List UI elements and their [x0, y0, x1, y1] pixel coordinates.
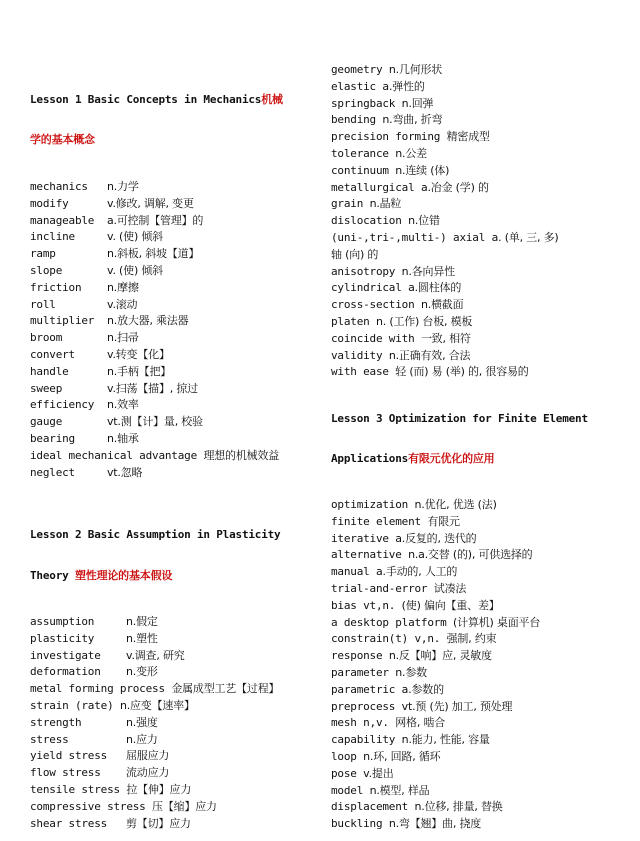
- term-word: iterative: [331, 531, 389, 545]
- term-word: incline: [30, 230, 75, 244]
- term-word: slope: [30, 264, 63, 277]
- term-word: flow stress: [30, 766, 101, 780]
- term-definition: a. (单, 三, 多): [491, 231, 559, 244]
- term-row: [30, 365, 171, 379]
- term-definition: 精密成型: [446, 130, 490, 144]
- term-row: [331, 532, 476, 546]
- term-row: [331, 181, 489, 195]
- term-word: assumption: [30, 615, 95, 628]
- term-definition: (使) 偏向【重、差】: [401, 598, 500, 612]
- term-definition: n.几何形状: [388, 63, 443, 76]
- term-definition: v.扫荡【描】, 掠过: [107, 381, 198, 395]
- term-word: a desktop platform: [331, 615, 447, 629]
- term-definition: 轴 (向) 的: [331, 247, 379, 261]
- term-word: parametric: [331, 682, 396, 696]
- term-definition: n.手柄【把】: [107, 364, 172, 378]
- term-word: pose: [331, 766, 357, 780]
- lesson3-subtitle: [331, 452, 494, 466]
- term-word: optimization: [331, 498, 409, 511]
- term-definition: n.各向异性: [401, 264, 455, 278]
- term-definition: n.弯【翘】曲, 挠度: [388, 817, 482, 831]
- term-word: stress: [30, 732, 69, 746]
- term-word: manual: [331, 565, 370, 579]
- term-word: bearing: [30, 432, 75, 445]
- term-definition: n.扫帚: [107, 331, 139, 345]
- term-word: cross-section: [331, 298, 415, 312]
- term-row: [331, 97, 433, 111]
- lesson2-title: Lesson 2 Basic Assumption in Plasticity: [30, 528, 281, 541]
- term-row: [30, 649, 185, 663]
- term-row: [331, 817, 481, 831]
- term-row: [331, 683, 444, 697]
- term-row: [331, 315, 472, 329]
- term-row: [331, 649, 492, 663]
- term-row: [331, 63, 442, 77]
- term-word: convert: [30, 348, 75, 361]
- term-row: [331, 298, 463, 312]
- term-row: [30, 348, 170, 362]
- term-word: mechanics: [30, 180, 88, 193]
- term-definition: a.反复的, 迭代的: [395, 531, 477, 545]
- lesson2-subtitle-en: Theory: [30, 569, 75, 582]
- term-word: validity: [331, 348, 383, 362]
- term-word: trial-and-error: [331, 582, 428, 595]
- term-definition: v.滚动: [107, 297, 138, 311]
- term-row: [30, 247, 199, 261]
- term-word: platen: [331, 315, 370, 328]
- term-definition: (计算机) 桌面平台: [453, 615, 541, 629]
- term-definition: 轻 (而) 易 (举) 的, 很容易的: [395, 365, 529, 379]
- term-row: [331, 548, 532, 562]
- term-row: [331, 113, 442, 127]
- term-word: tensile stress: [30, 783, 120, 796]
- term-definition: n.放大器, 乘法器: [107, 314, 189, 328]
- term-definition: n.反【响】应, 灵敏度: [388, 649, 492, 663]
- term-definition: n.变形: [126, 665, 158, 679]
- term-row: [331, 80, 425, 94]
- term-definition: 强制, 约束: [446, 632, 497, 646]
- term-row: [331, 498, 497, 512]
- term-word: modify: [30, 196, 69, 210]
- term-row: [30, 264, 163, 278]
- term-row: [331, 750, 440, 764]
- term-word: mesh n,v.: [331, 716, 389, 730]
- term-word: springback: [331, 96, 396, 110]
- term-row: [331, 349, 470, 363]
- term-definition: n.能力, 性能, 容量: [401, 733, 490, 747]
- term-definition: 试凑法: [433, 582, 467, 595]
- term-word: handle: [30, 364, 69, 378]
- term-row: [30, 632, 158, 646]
- term-word: geometry: [331, 63, 383, 76]
- term-row: [331, 130, 490, 144]
- term-word: coincide with: [331, 331, 415, 345]
- term-word: finite element: [331, 514, 421, 528]
- term-definition: n.应变【速率】: [119, 699, 195, 712]
- term-definition: a.冶金 (学) 的: [420, 180, 489, 194]
- term-word: continuum: [331, 163, 389, 177]
- term-definition: v.修改, 调解, 变更: [107, 196, 194, 210]
- term-row: [331, 767, 394, 781]
- term-row: [30, 716, 158, 730]
- term-definition: a.可控制【管理】的: [107, 213, 204, 227]
- term-definition: n.横截面: [420, 298, 464, 312]
- term-word: metal forming process: [30, 682, 165, 696]
- term-row: [331, 784, 429, 798]
- term-row: [331, 265, 455, 279]
- term-word: (uni-,tri-,multi-) axial: [331, 231, 486, 244]
- term-definition: n.塑性: [126, 631, 158, 645]
- term-definition: 金属成型工艺【过程】: [171, 682, 280, 696]
- term-row: [331, 147, 427, 161]
- term-definition: v.提出: [363, 766, 394, 780]
- term-definition: 屈服应力: [126, 749, 170, 763]
- term-word: sweep: [30, 381, 63, 395]
- term-definition: 剪【切】应力: [126, 816, 191, 830]
- term-word: precision forming: [331, 130, 441, 144]
- term-word: strength: [30, 715, 82, 729]
- term-word: ramp: [30, 247, 56, 261]
- term-row: [30, 214, 203, 228]
- term-word: manageable: [30, 213, 95, 227]
- lesson2-subtitle-cn: 塑性理论的基本假设: [74, 569, 173, 582]
- term-word: deformation: [30, 665, 101, 679]
- term-definition: vt.预 (先) 加工, 预处理: [401, 699, 513, 713]
- term-word: friction: [30, 280, 82, 294]
- term-word: ideal mechanical advantage: [30, 448, 197, 462]
- term-row: [331, 716, 445, 730]
- term-definition: a.圆柱体的: [408, 281, 462, 295]
- term-definition: n.晶粒: [369, 197, 402, 211]
- term-definition: 一致, 相符: [420, 331, 471, 345]
- term-row: [30, 766, 169, 780]
- term-row: [30, 432, 139, 446]
- term-word: grain: [331, 197, 364, 211]
- term-word: neglect: [30, 465, 75, 479]
- term-word: loop: [331, 750, 357, 763]
- term-definition: 有限元: [427, 514, 460, 528]
- term-row: [331, 332, 471, 346]
- term-definition: a.手动的, 人工的: [375, 565, 458, 579]
- lesson3-subtitle-en: Applications: [331, 452, 409, 465]
- term-row: [331, 733, 490, 747]
- term-row: [331, 248, 378, 262]
- term-word: efficiency: [30, 398, 95, 412]
- term-definition: v. (使) 倾斜: [107, 264, 163, 277]
- term-word: anisotropy: [331, 264, 396, 278]
- term-word: tolerance: [331, 147, 389, 160]
- term-row: [30, 749, 169, 763]
- term-row: [30, 331, 139, 345]
- term-definition: n.应力: [126, 732, 158, 746]
- term-definition: 网格, 啮合: [395, 716, 446, 730]
- term-row: [30, 783, 191, 797]
- term-definition: 理想的机械效益: [203, 448, 280, 462]
- term-definition: 拉【伸】应力: [126, 783, 192, 796]
- term-definition: n.位错: [408, 214, 440, 228]
- term-definition: n.弯曲, 折弯: [382, 113, 443, 127]
- term-definition: n.摩擦: [107, 280, 139, 294]
- term-word: alternative: [331, 548, 402, 562]
- term-row: [331, 599, 500, 613]
- term-definition: n.斜板, 斜坡【道】: [107, 247, 200, 261]
- term-definition: n.优化, 优选 (法): [414, 498, 497, 511]
- term-word: metallurgical: [331, 180, 415, 194]
- term-definition: a.弹性的: [382, 79, 425, 93]
- term-definition: n.位移, 排量, 替换: [414, 800, 503, 814]
- term-word: dislocation: [331, 214, 402, 228]
- term-word: capability: [331, 733, 396, 747]
- term-word: multiplier: [30, 314, 95, 328]
- term-row: [331, 197, 401, 211]
- term-row: [30, 733, 158, 747]
- lesson3-title: Lesson 3 Optimization for Finite Element: [331, 412, 588, 425]
- term-row: [30, 615, 158, 629]
- term-row: [30, 398, 139, 412]
- term-row: [331, 281, 461, 295]
- term-row: [331, 565, 457, 579]
- term-word: with ease: [331, 365, 389, 379]
- term-row: [331, 214, 440, 228]
- term-word: preprocess: [331, 699, 396, 713]
- term-definition: v. (使) 倾斜: [107, 230, 163, 244]
- term-word: investigate: [30, 648, 101, 662]
- term-definition: n.a.交替 (的), 可供选择的: [408, 548, 533, 562]
- term-definition: n.正确有效, 合法: [388, 348, 471, 362]
- term-definition: n.轴承: [107, 432, 139, 445]
- term-word: parameter: [331, 666, 389, 679]
- term-definition: vt.测【计】量, 校验: [107, 415, 203, 429]
- term-row: [331, 231, 559, 245]
- term-row: [331, 800, 503, 814]
- term-definition: vt.忽略: [107, 465, 143, 479]
- term-row: [331, 582, 466, 596]
- term-word: gauge: [30, 415, 63, 429]
- term-row: [30, 800, 217, 814]
- term-row: [331, 515, 460, 529]
- term-row: [331, 632, 496, 646]
- term-word: bending: [331, 113, 376, 127]
- term-row: [331, 164, 449, 178]
- term-row: [331, 365, 529, 379]
- term-word: displacement: [331, 800, 409, 814]
- term-row: [331, 666, 427, 680]
- term-definition: n.假定: [126, 615, 158, 628]
- term-word: buckling: [331, 817, 383, 831]
- term-word: compressive stress: [30, 799, 146, 813]
- term-row: [30, 665, 158, 679]
- term-definition: n.强度: [126, 715, 158, 729]
- term-word: constrain(t) v,n.: [331, 632, 441, 646]
- term-row: [331, 700, 512, 714]
- term-word: model: [331, 783, 364, 797]
- term-definition: n.公差: [395, 147, 427, 160]
- term-row: [30, 314, 188, 328]
- term-definition: n. (工作) 台板, 模板: [375, 315, 473, 328]
- term-row: [30, 197, 194, 211]
- term-row: [30, 230, 163, 244]
- term-definition: v.调查, 研究: [126, 648, 185, 662]
- term-word: broom: [30, 331, 63, 345]
- term-definition: n.模型, 样品: [369, 783, 430, 797]
- term-row: [30, 466, 142, 480]
- lesson1-title: [30, 93, 283, 107]
- term-row: [30, 281, 139, 295]
- term-row: [30, 298, 137, 312]
- term-definition: 流动应力: [126, 766, 170, 780]
- term-definition: n.参数: [395, 666, 427, 679]
- lesson1-title-cn: 机械: [261, 93, 283, 106]
- term-definition: n.环, 回路, 循环: [363, 750, 441, 763]
- term-word: plasticity: [30, 631, 95, 645]
- term-word: cylindrical: [331, 281, 402, 295]
- term-row: [30, 699, 195, 713]
- lesson1-title-en: Lesson 1 Basic Concepts in Mechanics: [30, 93, 262, 106]
- term-row: [30, 682, 279, 696]
- term-word: bias vt,n.: [331, 598, 396, 612]
- term-definition: n.力学: [107, 180, 139, 193]
- term-word: strain (rate): [30, 699, 114, 712]
- term-definition: n.效率: [107, 398, 139, 412]
- term-word: elastic: [331, 79, 376, 93]
- term-row: [30, 382, 198, 396]
- term-word: response: [331, 649, 383, 663]
- term-definition: v.转变【化】: [107, 348, 170, 361]
- term-definition: 压【缩】应力: [152, 799, 217, 813]
- term-definition: a.参数的: [401, 682, 444, 696]
- lesson3-subtitle-cn: 有限元优化的应用: [408, 452, 495, 465]
- term-row: [30, 817, 191, 831]
- term-definition: n.连续 (体): [395, 163, 450, 177]
- term-word: shear stress: [30, 816, 108, 830]
- term-row: [331, 616, 540, 630]
- term-row: [30, 449, 279, 463]
- term-word: roll: [30, 297, 56, 311]
- lesson2-subtitle: [30, 569, 172, 583]
- term-definition: n.回弹: [401, 96, 434, 110]
- term-word: yield stress: [30, 749, 108, 763]
- term-row: [30, 415, 203, 429]
- lesson1-subtitle: 学的基本概念: [30, 133, 95, 146]
- term-row: [30, 180, 139, 194]
